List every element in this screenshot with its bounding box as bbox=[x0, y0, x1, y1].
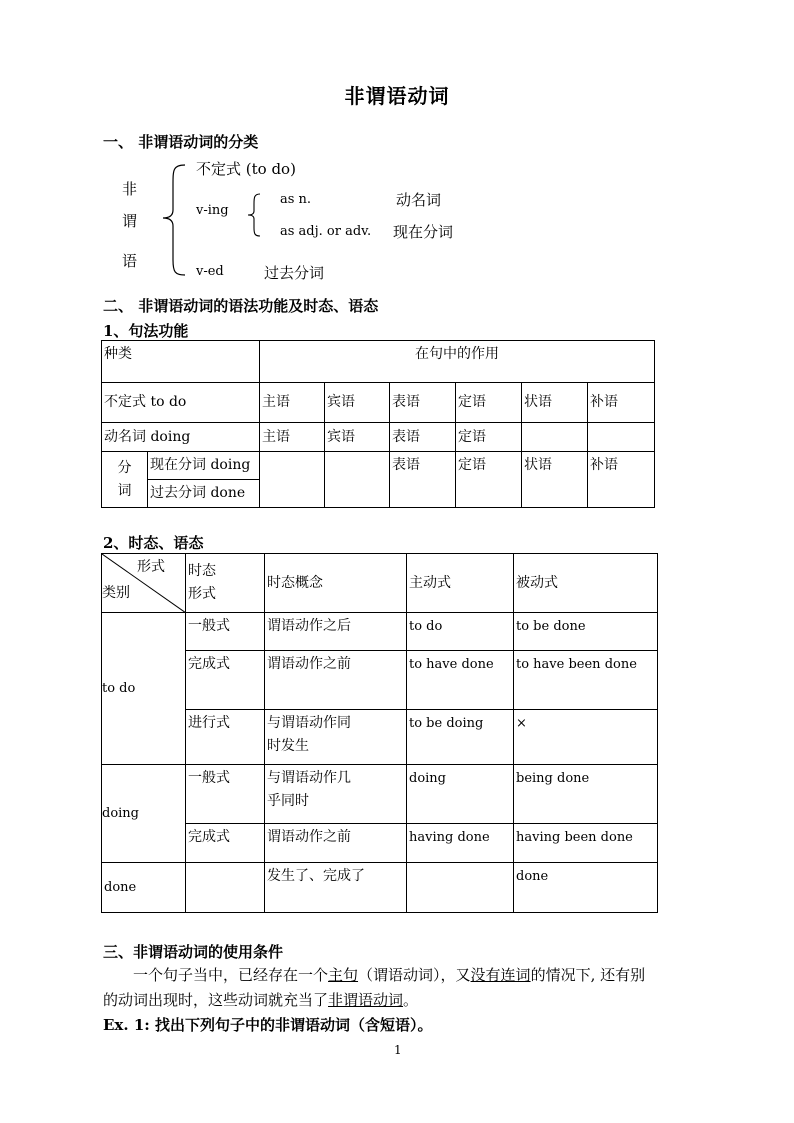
table2-header-concept: 时态概念 bbox=[265, 554, 407, 613]
table1-cell: 定语 bbox=[456, 423, 522, 452]
underlined-term: 没有连词 bbox=[470, 966, 531, 984]
text-span: （谓语动词），又 bbox=[358, 966, 471, 984]
table2-passive: to be done bbox=[514, 613, 658, 651]
table2-diagonal-header bbox=[102, 554, 186, 613]
table2-concept: 谓语动作之后 bbox=[265, 613, 407, 651]
table1-cell bbox=[588, 423, 655, 452]
table2-group-done: done bbox=[102, 863, 186, 913]
section2-sub2: 2、时态、语态 bbox=[103, 534, 204, 552]
table1-cell: 表语 bbox=[390, 383, 456, 423]
table1-header-role: 在句中的作用 bbox=[260, 341, 655, 383]
table2-active bbox=[407, 863, 514, 913]
table2-diag-bottom: 类别 bbox=[102, 585, 130, 601]
table1-cell: 定语 bbox=[456, 383, 522, 423]
as-adj-label: as adj. or adv. bbox=[280, 224, 372, 239]
table1-cell: 主语 bbox=[260, 383, 325, 423]
infinitive-label: 不定式 (to do) bbox=[196, 160, 296, 178]
table2-active: to have done bbox=[407, 651, 514, 710]
table2-passive: to have been done bbox=[514, 651, 658, 710]
text-span: 一个句子当中，已经存在一个 bbox=[133, 966, 329, 984]
table1-cell: 状语 bbox=[522, 383, 588, 423]
table2-concept: 谓语动作之前 bbox=[265, 651, 407, 710]
table2-concept: 与谓语动作几乎同时 bbox=[265, 765, 407, 824]
text-span: 。 bbox=[403, 991, 419, 1009]
big-brace-icon bbox=[145, 160, 195, 280]
table2-concept: 与谓语动作同时发生 bbox=[265, 710, 407, 765]
table2-active: to do bbox=[407, 613, 514, 651]
table2-active: doing bbox=[407, 765, 514, 824]
table1-row-infinitive-label: 不定式 to do bbox=[102, 383, 260, 423]
table1-cell: 补语 bbox=[588, 452, 655, 508]
text-span: 的情况下, 还有别 bbox=[530, 966, 646, 984]
table2-tense bbox=[186, 863, 265, 913]
section3-heading: 三、非谓语动词的使用条件 bbox=[103, 943, 284, 961]
text-span: 的动词出现时，这些动词就充当了 bbox=[103, 991, 329, 1009]
table1-past-participle-label: 过去分词 done bbox=[148, 480, 260, 508]
table2-diag-top: 形式 bbox=[137, 559, 165, 575]
table2-concept: 谓语动作之前 bbox=[265, 824, 407, 863]
table1-cell: 表语 bbox=[390, 452, 456, 508]
underlined-term: 主句 bbox=[328, 966, 359, 984]
table2-tense: 进行式 bbox=[186, 710, 265, 765]
table2-group-doing: doing bbox=[102, 765, 186, 863]
table1-present-participle-label: 现在分词 doing bbox=[148, 452, 260, 480]
section2-sub1: 1、句法功能 bbox=[103, 322, 189, 340]
ved-label: v-ed bbox=[196, 264, 224, 279]
page-number: 1 bbox=[394, 1043, 402, 1057]
table2-tense: 完成式 bbox=[186, 651, 265, 710]
root-char-1: 非 bbox=[122, 180, 138, 198]
table2-passive: having been done bbox=[514, 824, 658, 863]
table1-cell: 主语 bbox=[260, 423, 325, 452]
table2-passive: done bbox=[514, 863, 658, 913]
exercise-heading: Ex. 1: 找出下列句子中的非谓语动词（含短语）。 bbox=[103, 1016, 433, 1034]
table1-cell: 宾语 bbox=[325, 423, 390, 452]
table2-header-passive: 被动式 bbox=[514, 554, 658, 613]
table2-active: to be doing bbox=[407, 710, 514, 765]
as-n-label: as n. bbox=[280, 192, 312, 207]
table2-active: having done bbox=[407, 824, 514, 863]
table1-header-kind: 种类 bbox=[102, 341, 260, 383]
section3-paragraph-line1 bbox=[133, 963, 645, 988]
table2-tense: 完成式 bbox=[186, 824, 265, 863]
section3-paragraph-line2 bbox=[103, 988, 418, 1013]
present-participle-label: 现在分词 bbox=[393, 223, 454, 241]
ving-label: v-ing bbox=[196, 203, 229, 218]
syntax-function-table bbox=[101, 340, 655, 508]
table1-cell: 补语 bbox=[588, 383, 655, 423]
past-participle-label: 过去分词 bbox=[264, 264, 325, 282]
section2-heading: 二、 非谓语动词的语法功能及时态、语态 bbox=[103, 297, 379, 315]
table1-cell: 表语 bbox=[390, 423, 456, 452]
table1-cell: 状语 bbox=[522, 452, 588, 508]
table2-passive: × bbox=[514, 710, 658, 765]
table2-passive: being done bbox=[514, 765, 658, 824]
table2-tense: 一般式 bbox=[186, 765, 265, 824]
root-char-2: 谓 bbox=[122, 212, 138, 230]
small-brace-icon bbox=[240, 192, 270, 238]
table2-group-todo: to do bbox=[102, 613, 186, 765]
page-title: 非谓语动词 bbox=[344, 84, 450, 108]
table1-participle-label: 分词 bbox=[102, 452, 148, 508]
table2-tense: 一般式 bbox=[186, 613, 265, 651]
table2-concept: 发生了、完成了 bbox=[265, 863, 407, 913]
table2-header-active: 主动式 bbox=[407, 554, 514, 613]
tense-voice-table bbox=[101, 553, 658, 913]
table1-cell bbox=[522, 423, 588, 452]
table2-header-tense-form: 时态形式 bbox=[186, 554, 265, 613]
table1-cell: 宾语 bbox=[325, 383, 390, 423]
table1-row-gerund-label: 动名词 doing bbox=[102, 423, 260, 452]
gerund-label: 动名词 bbox=[396, 191, 442, 209]
section1-heading: 一、 非谓语动词的分类 bbox=[103, 133, 259, 151]
root-char-3: 语 bbox=[122, 252, 138, 270]
table1-cell bbox=[260, 452, 325, 508]
table1-cell bbox=[325, 452, 390, 508]
table1-cell: 定语 bbox=[456, 452, 522, 508]
underlined-term: 非谓语动词 bbox=[328, 991, 404, 1009]
